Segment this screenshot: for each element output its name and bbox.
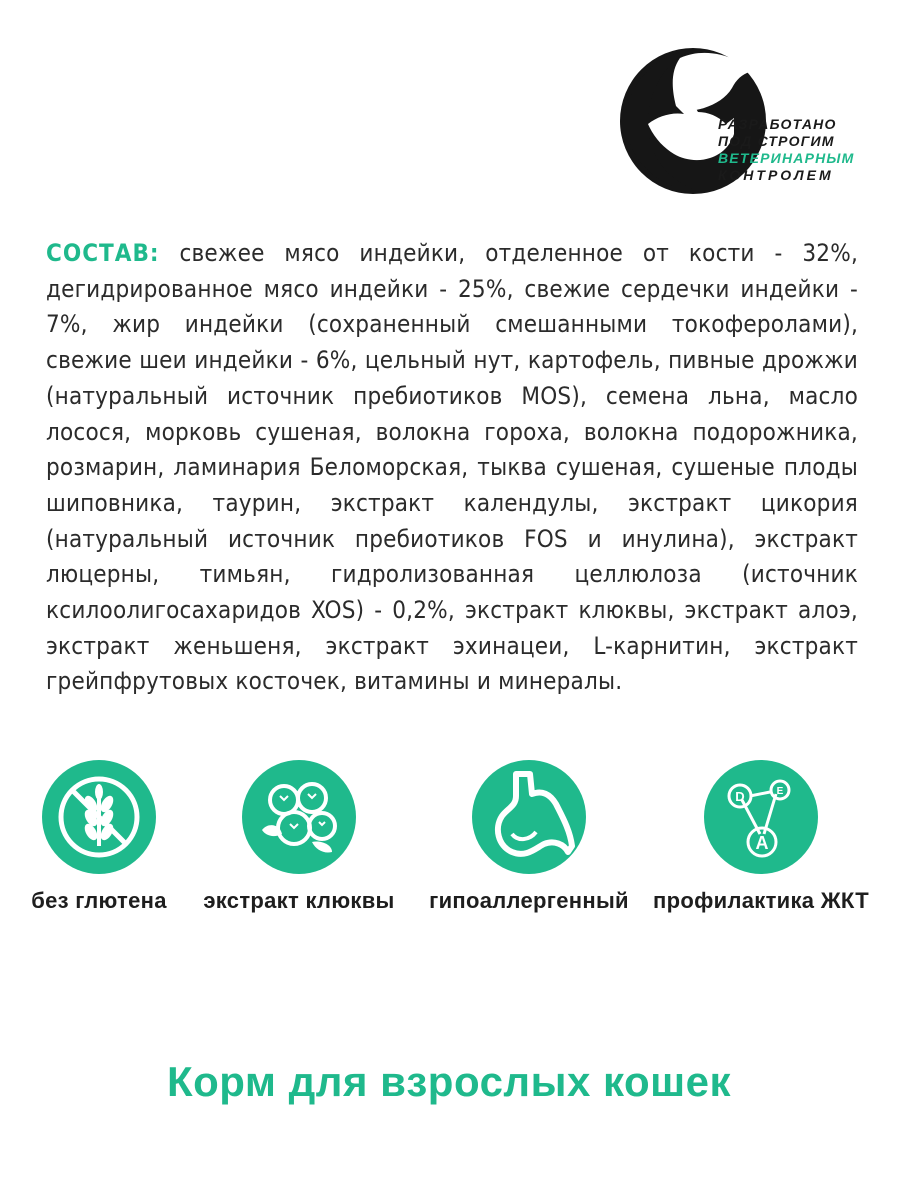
vet-control-badge	[618, 46, 858, 196]
molecule-letter-a: A	[755, 833, 769, 853]
molecule-letter-d: D	[735, 789, 745, 804]
molecule-letter-e: E	[776, 786, 784, 797]
logo-line-2: ПОД СТРОГИМ	[718, 133, 835, 149]
feature-label: экстракт клюквы	[203, 888, 395, 913]
cranberry-icon	[242, 760, 356, 874]
composition-body: свежее мясо индейки, отделенное от кости - 32%, дегидрированное мясо индейки - 25%, свежие сердечки индейки - 7%, жир индейки (сохраненный смешанными токоферолами), свежие шеи индейки - 6%, цельный нут, картофель, пивные дрожжи (натуральный источник пребиотиков MOS), семена льна, масло лосося, морковь сушеная, волокна гороха, волокна подорожника, розмарин, ламинария Беломорская, тыква сушеная, сушеные плоды шиповника, таурин, экстракт календулы, экстракт цикория (натуральный источник пребиотиков FOS и инулина), экстракт люцерны, тимьян, гидролизованная целлюлоза (источник ксилоолигосахаридов XOS) - 0,2%, экстракт клюквы, экстракт алоэ, экстракт женьшеня, экстракт эхинацеи, L-карнитин, экстракт грейпфрутовых косточек, витамины и минералы.	[46, 239, 858, 696]
feature-gi-prevention	[646, 760, 876, 914]
gluten-free-wheat-icon	[42, 760, 156, 874]
feature-list	[0, 760, 898, 930]
composition-label: СОСТАВ:	[46, 239, 160, 267]
logo-line-4: КОНТРОЛЕМ	[718, 167, 834, 183]
feature-label: профилактика ЖКТ	[653, 888, 869, 913]
feature-label: без глютена	[31, 888, 167, 913]
product-title: Корм для взрослых кошек	[166, 1058, 732, 1105]
logo-line-3: ВЕТЕРИНАРНЫМ	[718, 150, 855, 166]
feature-cranberry	[184, 760, 414, 914]
stomach-icon	[472, 760, 586, 874]
composition-text	[46, 236, 858, 700]
feature-gluten-free	[0, 760, 214, 914]
feature-label: гипоаллергенный	[429, 888, 629, 913]
logo-line-1: РАЗРАБОТАНО	[718, 116, 837, 132]
feature-hypoallergenic	[414, 760, 644, 914]
vitamins-molecule-icon	[704, 760, 818, 874]
